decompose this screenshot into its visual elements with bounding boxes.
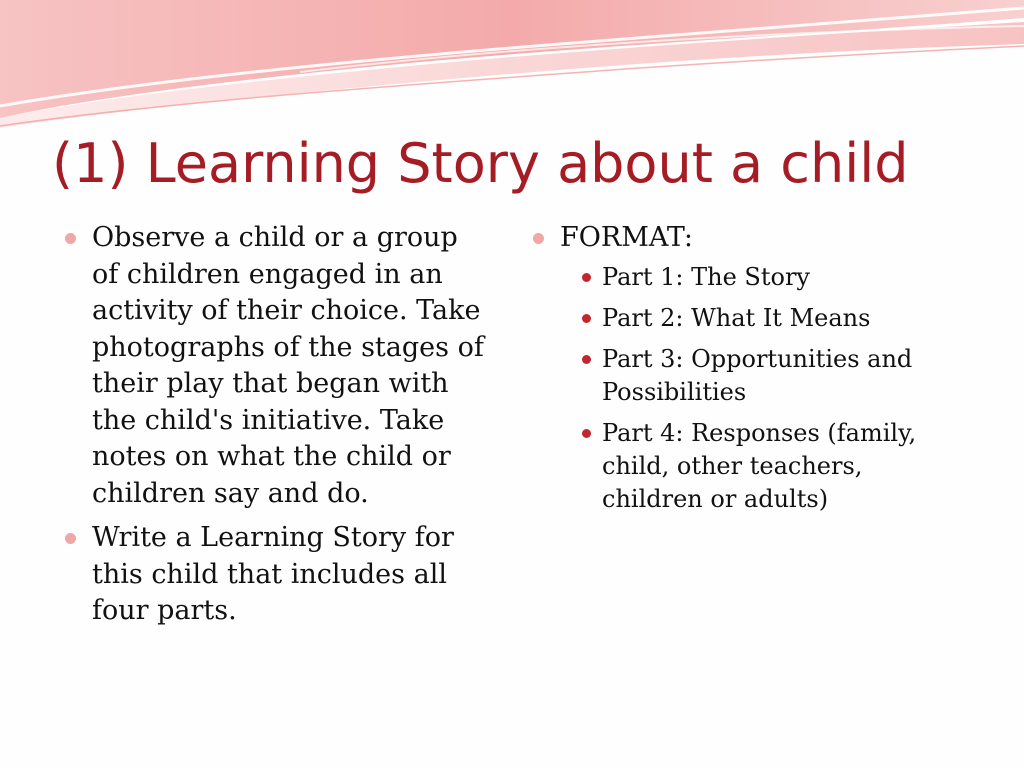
sub-bullet-dot-icon [582,355,591,364]
bullet-dot-icon [65,533,76,544]
bullet-dot-icon [533,233,544,244]
bullet-dot-icon [65,233,76,244]
sub-bullet-dot-icon [582,314,591,323]
left-column [62,220,492,638]
left-bullet-item [62,220,492,512]
format-part-text: Part 1: The Story [602,262,810,291]
right-bullet-list [530,220,970,516]
format-part-text: Part 3: Opportunities and Possibilities [602,344,913,406]
sub-bullet-dot-icon [582,429,591,438]
format-sub-list [560,261,970,516]
left-bullet-list [62,220,492,630]
left-bullet-text: Write a Learning Story for this child that includes all four parts. [92,522,454,626]
format-heading-item [530,220,970,516]
format-part-item [560,343,970,409]
sub-bullet-dot-icon [582,273,591,282]
slide-title: (1) Learning Story about a child [52,132,909,195]
format-part-text: Part 4: Responses (family, child, other teachers, children or adults) [602,418,917,513]
left-bullet-text: Observe a child or a group of children engaged in an activity of their choice. Take photographs of the stages of their play that began with the child's initiative. Take notes on what the child or children say and do. [92,222,484,509]
right-column [530,220,970,524]
format-part-text: Part 2: What It Means [602,303,871,332]
decorative-wave-header [0,0,1024,130]
format-part-item [560,417,970,516]
format-part-item [560,261,970,294]
left-bullet-item [62,520,492,630]
format-heading: FORMAT: [560,222,694,253]
format-part-item [560,302,970,335]
